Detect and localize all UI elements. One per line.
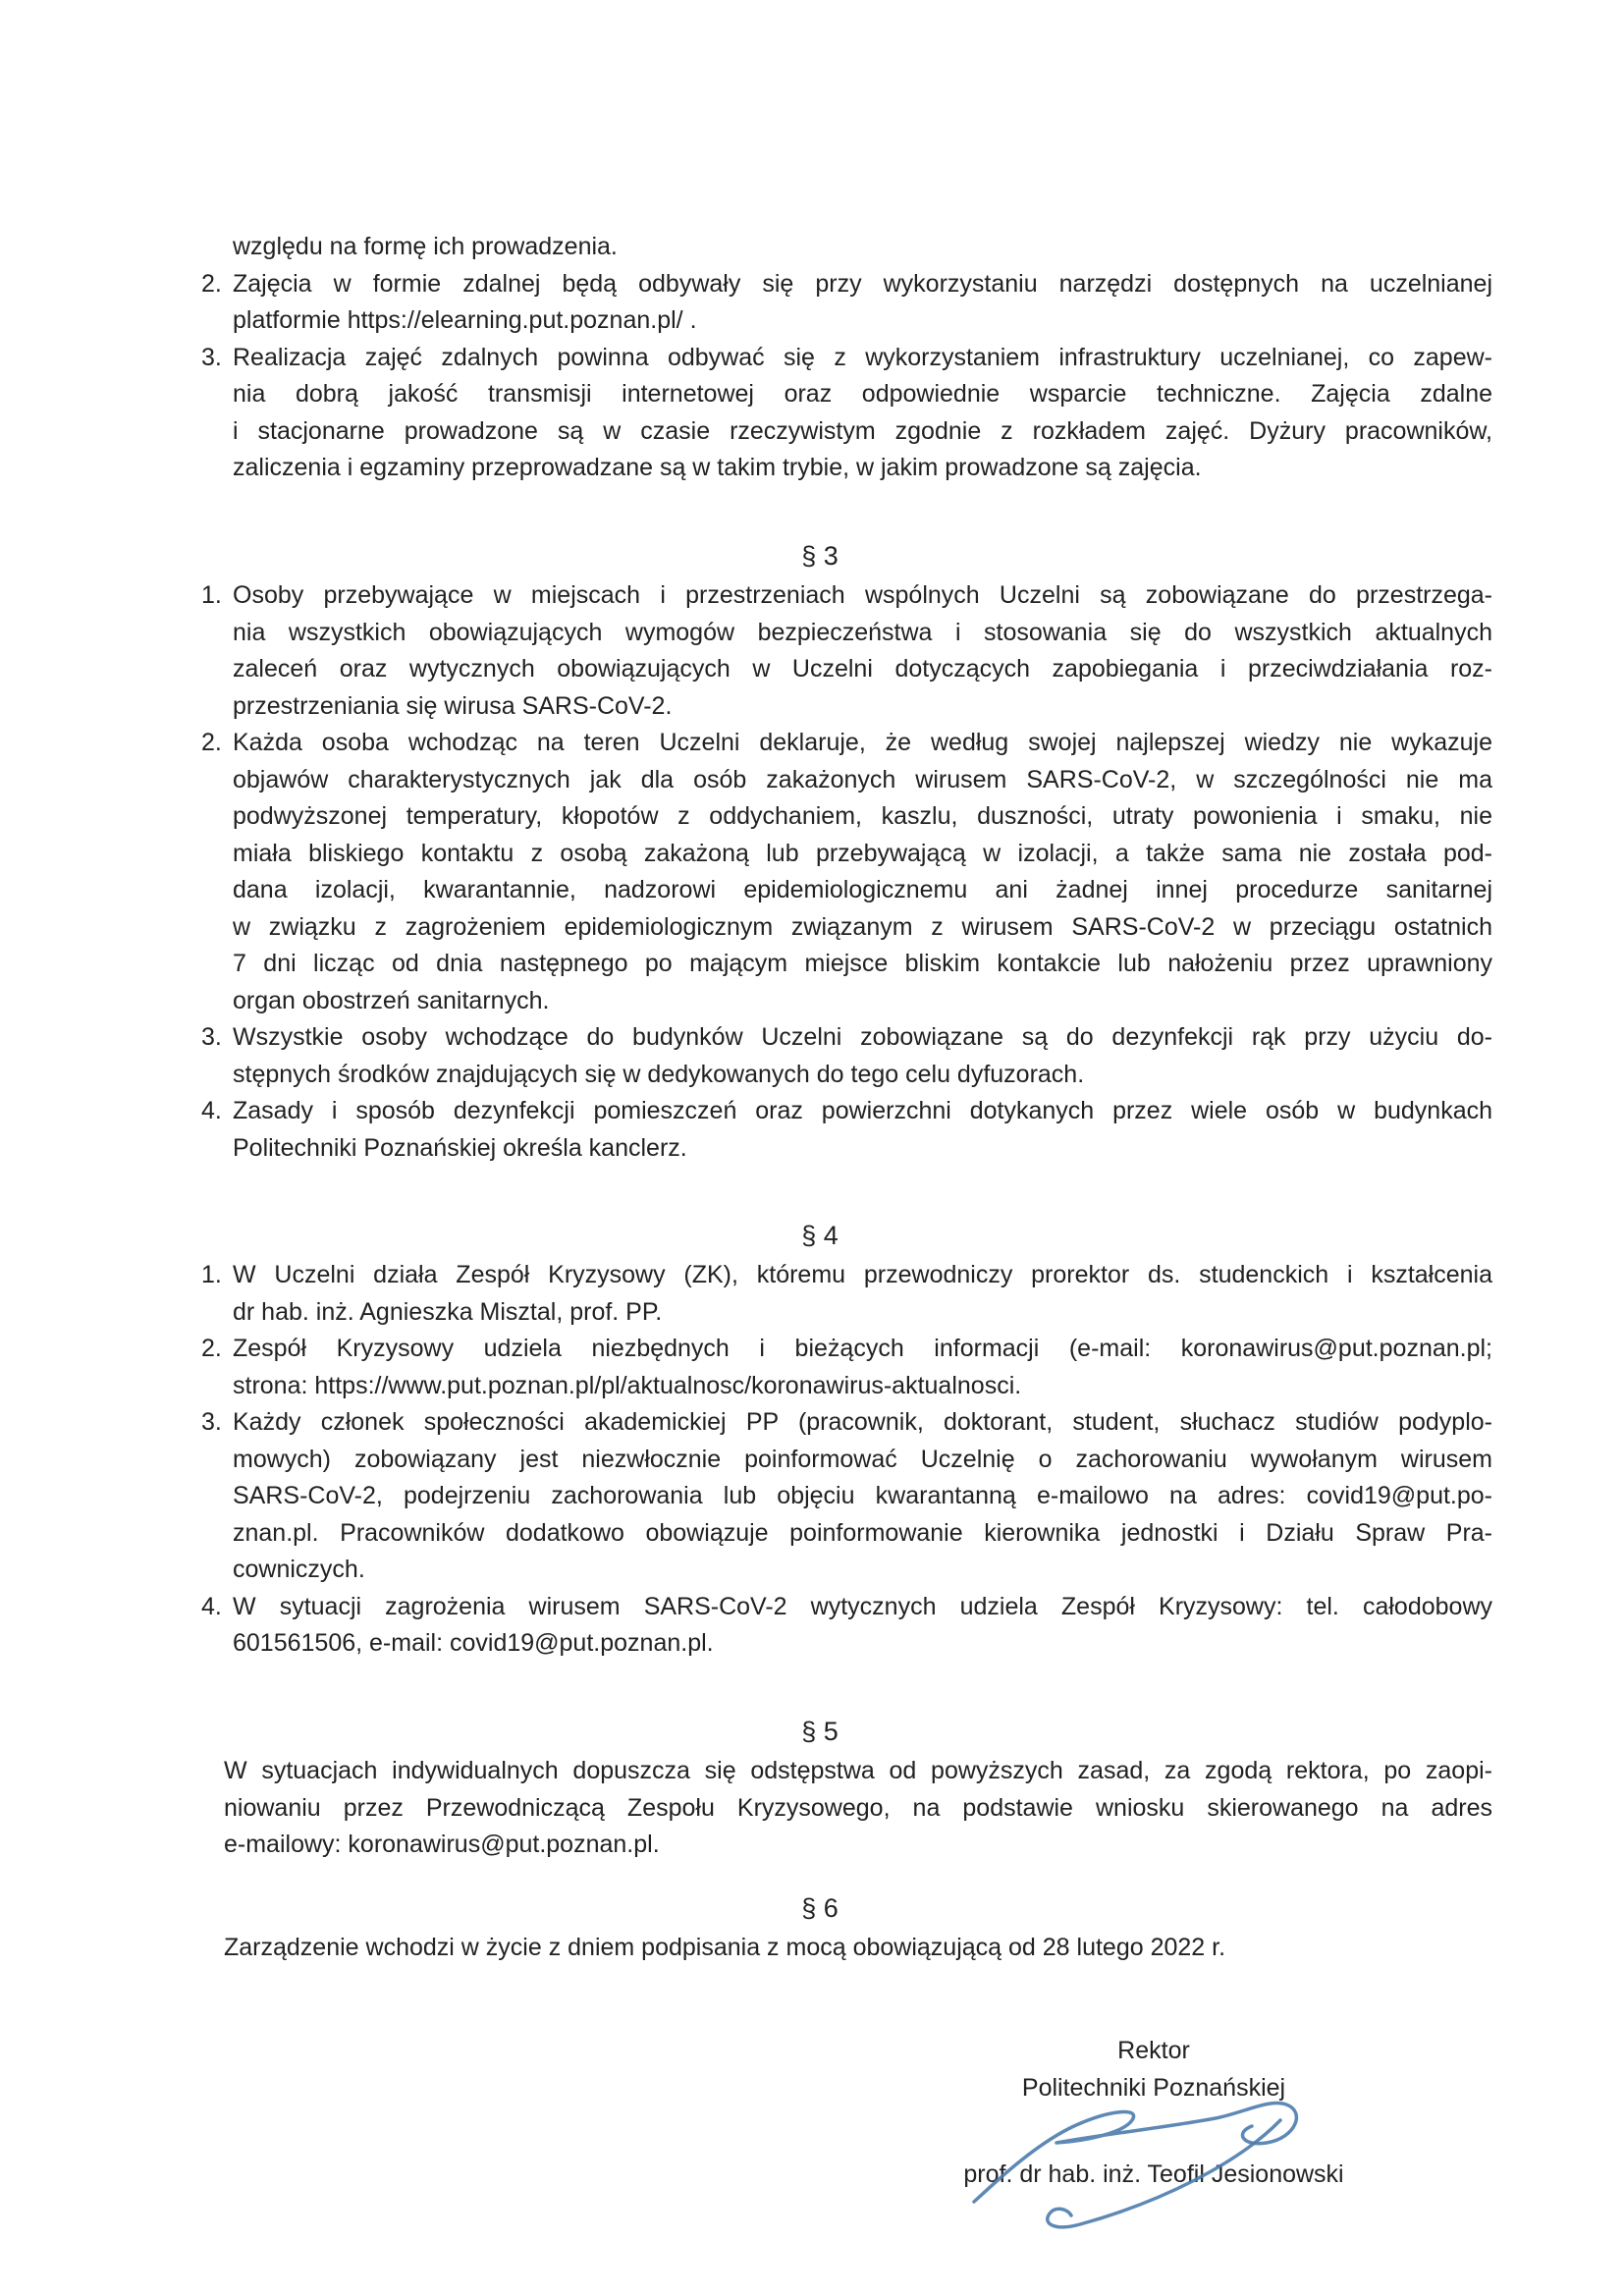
text-line: Wszystkie osoby wchodzące do budynków Uczelni zobowiązane są do dezynfekcji rąk przy użyciu do- — [233, 1023, 1492, 1051]
text-line: znan.pl. Pracowników dodatkowo obowiązuje poinformowanie kierownika jednostki i Działu Spraw Pra- — [233, 1518, 1492, 1547]
list-item — [201, 1093, 1492, 1167]
numbered-list — [201, 1257, 1492, 1663]
text-line: względu na formę ich prowadzenia. — [233, 233, 618, 260]
text-line: cowniczych. — [233, 1556, 365, 1583]
text-line: stępnych środków znajdujących się w dedykowanych do tego celu dyfuzorach. — [233, 1060, 1085, 1088]
text-line: Politechniki Poznańskiej określa kanclerz. — [233, 1133, 687, 1162]
item-text — [233, 340, 1492, 487]
text-line: w związku z zagrożeniem epidemiologicznym związanym z wirusem SARS-CoV-2 w przeciągu ostatnich — [233, 912, 1492, 941]
list-item — [201, 1404, 1492, 1589]
text-line: dana izolacji, kwarantannie, nadzorowi epidemiologicznemu ani żadnej innej procedurze sanitarnej — [233, 876, 1492, 903]
list-item — [201, 1589, 1492, 1663]
list-item — [201, 266, 1492, 340]
section-header: § 5 — [801, 1717, 839, 1746]
item-number: 2. — [201, 269, 222, 298]
item-text — [233, 725, 1492, 1019]
text-line: Każdy członek społeczności akademickiej PP (pracownik, doktorant, student, słuchacz studiów podyplo- — [233, 1408, 1492, 1436]
text-line: Osoby przebywające w miejscach i przestrzeniach wspólnych Uczelni są zobowiązane do przestrzega- — [233, 581, 1492, 609]
list-item — [201, 577, 1492, 725]
text-line: 7 dni licząc od dnia następnego po mającym miejsce bliskim kontakcie lub nałożeniu przez uprawniony — [233, 950, 1492, 977]
item-number: 2. — [201, 729, 222, 756]
list-item — [201, 1257, 1492, 1331]
text-line: zaleceń oraz wytycznych obowiązujących w Uczelni dotyczących zapobiegania i przeciwdziałania roz- — [233, 655, 1492, 683]
section-paragraph — [224, 1753, 1492, 1864]
text-line: Realizacja zajęć zdalnych powinna odbywać się z wykorzystaniem infrastruktury uczelnianej, co zapew- — [233, 343, 1492, 371]
text-line: W Uczelni działa Zespół Kryzysowy (ZK), któremu przewodniczy prorektor ds. studenckich i kształcenia — [233, 1261, 1492, 1288]
signatory-institution: Politechniki Poznańskiej — [1021, 2073, 1286, 2102]
numbered-list — [201, 229, 1492, 487]
list-item — [201, 1331, 1492, 1404]
list-item — [201, 229, 1492, 266]
item-text — [233, 1257, 1492, 1331]
item-number: 2. — [201, 1335, 222, 1362]
text-line: e-mailowy: koronawirus@put.poznan.pl. — [224, 1831, 660, 1858]
item-number: 1. — [201, 581, 222, 609]
section-header: § 3 — [801, 541, 839, 571]
list-item — [201, 340, 1492, 487]
list-item — [201, 725, 1492, 1019]
item-text — [233, 1404, 1492, 1589]
item-number: 3. — [201, 1408, 222, 1436]
item-number: 1. — [201, 1261, 222, 1288]
text-line: organ obostrzeń sanitarnych. — [233, 986, 550, 1014]
text-line: podwyższonej temperatury, kłopotów z oddychaniem, kaszlu, duszności, utraty powonienia i smaku, nie — [233, 802, 1492, 830]
text-line: niowaniu przez Przewodniczącą Zespołu Kryzysowego, na podstawie wniosku skierowanego na adres — [224, 1793, 1492, 1822]
text-line: dr hab. inż. Agnieszka Misztal, prof. PP. — [233, 1297, 663, 1326]
item-text — [233, 577, 1492, 725]
text-line: Każda osoba wchodząc na teren Uczelni deklaruje, że według swojej najlepszej wiedzy nie wykazuje — [233, 729, 1492, 756]
text-line: W sytuacji zagrożenia wirusem SARS-CoV-2 wytycznych udziela Zespół Kryzysowy: tel. całodobowy — [233, 1592, 1492, 1620]
item-text — [233, 1093, 1492, 1167]
item-text — [233, 229, 1492, 266]
signatory-name: prof. dr hab. inż. Teofil Jesionowski — [963, 2160, 1344, 2188]
text-line: Zasady i sposób dezynfekcji pomieszczeń oraz powierzchni dotykanych przez wiele osób w budynkach — [233, 1097, 1492, 1124]
text-line: strona: https://www.put.poznan.pl/pl/aktualnosc/koronawirus-aktualnosci. — [233, 1371, 1022, 1399]
signature-block — [923, 2033, 1384, 2288]
text-line: miała bliskiego kontaktu z osobą zakażoną lub przebywającą w izolacji, a także sama nie została pod- — [233, 839, 1492, 867]
item-number — [201, 229, 233, 266]
numbered-list — [201, 577, 1492, 1167]
list-item — [201, 1019, 1492, 1093]
item-number: 3. — [201, 1023, 222, 1051]
text-line: objawów charakterystycznych jak dla osób zakażonych wirusem SARS-CoV-2, w szczególności nie ma — [233, 765, 1492, 793]
text-line: platformie https://elearning.put.poznan.pl/ . — [233, 306, 697, 334]
text-line: i stacjonarne prowadzone są w czasie rzeczywistym zgodnie z rozkładem zajęć. Dyżury pracowników, — [233, 416, 1492, 445]
item-text — [233, 1019, 1492, 1093]
section-paragraph — [224, 1930, 1492, 1967]
signatory-role: Rektor — [1117, 2037, 1190, 2064]
text-line: 601561506, e-mail: covid19@put.poznan.pl. — [233, 1629, 714, 1657]
text-line: zaliczenia i egzaminy przeprowadzane są w takim trybie, w jakim prowadzone są zajęcia. — [233, 454, 1202, 481]
text-line: nia wszystkich obowiązujących wymogów bezpieczeństwa i stosowania się do wszystkich aktualnych — [233, 618, 1492, 646]
text-line: nia dobrą jakość transmisji internetowej oraz odpowiednie wsparcie techniczne. Zajęcia zdalne — [233, 380, 1492, 408]
item-number: 4. — [201, 1097, 222, 1124]
item-number: 4. — [201, 1592, 222, 1620]
item-text — [233, 1589, 1492, 1663]
text-line: przestrzeniania się wirusa SARS-CoV-2. — [233, 691, 673, 720]
text-line: mowych) zobowiązany jest niezwłocznie poinformować Uczelnię o zachorowaniu wywołanym wirusem — [233, 1445, 1492, 1473]
text-line: SARS-CoV-2, podejrzeniu zachorowania lub objęciu kwarantanną e-mailowo na adres: covid19@put.po- — [233, 1482, 1492, 1509]
section-header: § 6 — [801, 1893, 839, 1923]
item-text — [233, 1331, 1492, 1404]
item-text — [233, 266, 1492, 340]
text-line: W sytuacjach indywidualnych dopuszcza się odstępstwa od powyższych zasad, za zgodą rektora, po zaopi- — [224, 1757, 1492, 1784]
text-line: Zajęcia w formie zdalnej będą odbywały się przy wykorzystaniu narzędzi dostępnych na uczelnianej — [233, 269, 1492, 298]
item-number: 3. — [201, 343, 222, 371]
text-line: Zespół Kryzysowy udziela niezbędnych i bieżących informacji (e-mail: koronawirus@put.poznan.pl; — [233, 1335, 1492, 1362]
section-header: § 4 — [801, 1221, 839, 1250]
text-line: Zarządzenie wchodzi w życie z dniem podpisania z mocą obowiązującą od 28 lutego 2022 r. — [224, 1934, 1226, 1961]
